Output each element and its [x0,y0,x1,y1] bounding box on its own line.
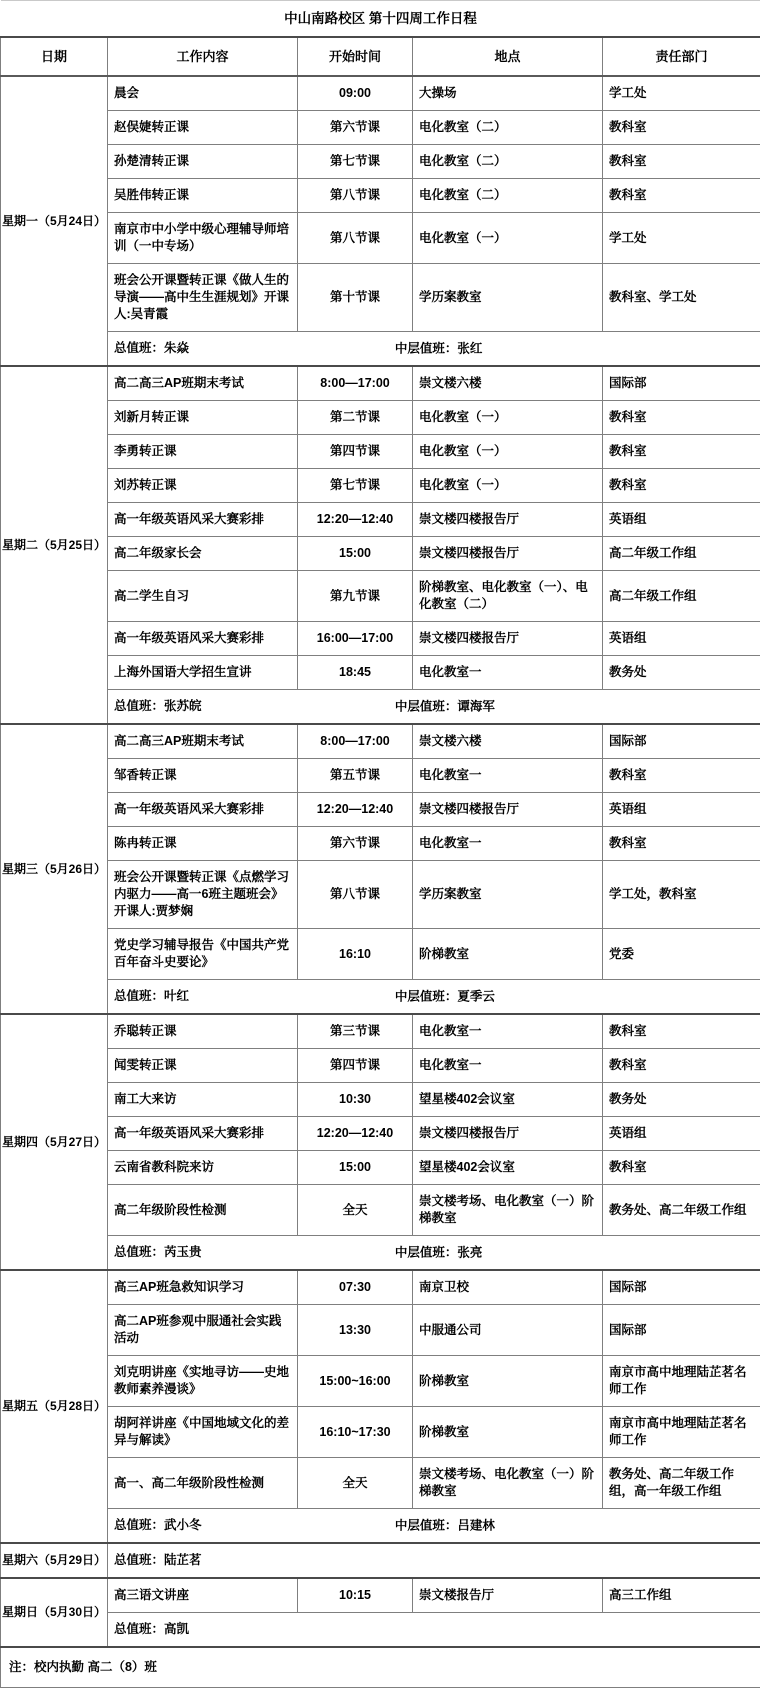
schedule-event-row [1,724,760,759]
duty-row [1,1613,760,1648]
date-cell: 星期二（5月25日） [1,366,108,724]
event-department-cell: 国际部 [603,366,760,401]
event-location-cell: 崇文楼四楼报告厅 [413,622,603,656]
event-content-cell: 南工大来访 [108,1083,298,1117]
event-location-cell: 阶梯教室、电化教室（一）、电化教室（二） [413,571,603,622]
duty-row [1,690,760,725]
event-time-cell: 第三节课 [298,1014,413,1049]
event-content-cell: 高一、高二年级阶段性检测 [108,1458,298,1509]
event-department-cell: 教科室 [603,401,760,435]
event-location-cell: 电化教室（二） [413,179,603,213]
event-department-cell: 教科室 [603,759,760,793]
event-location-cell: 阶梯教室 [413,1356,603,1407]
event-location-cell: 崇文楼四楼报告厅 [413,793,603,827]
event-time-cell: 10:15 [298,1578,413,1613]
schedule-event-row [1,793,760,827]
schedule-event-row [1,1083,760,1117]
event-time-cell: 第八节课 [298,861,413,929]
duty-middle-label: 中层值班：张亮 [395,1244,483,1261]
duty-row [1,332,760,367]
schedule-event-row [1,656,760,690]
event-content-cell: 吴胜伟转正课 [108,179,298,213]
event-department-cell: 教科室 [603,469,760,503]
col-header-content: 工作内容 [108,37,298,76]
schedule-event-row [1,827,760,861]
schedule-event-row [1,145,760,179]
event-content-cell: 刘苏转正课 [108,469,298,503]
event-location-cell: 阶梯教室 [413,1407,603,1458]
event-location-cell: 电化教室（一） [413,401,603,435]
duty-chief-label: 总值班：张苏皖 [114,699,202,713]
event-location-cell: 电化教室一 [413,1014,603,1049]
title-row [1,1,760,38]
event-time-cell: 第二节课 [298,401,413,435]
event-content-cell: 高一年级英语风采大赛彩排 [108,622,298,656]
event-location-cell: 电化教室（一） [413,213,603,264]
duty-cell [108,1509,760,1544]
event-time-cell: 全天 [298,1458,413,1509]
event-location-cell: 望星楼402会议室 [413,1083,603,1117]
event-location-cell: 阶梯教室 [413,929,603,980]
event-department-cell: 学工处，教科室 [603,861,760,929]
event-content-cell: 高二高三AP班期末考试 [108,366,298,401]
schedule-event-row [1,1407,760,1458]
event-time-cell: 第六节课 [298,111,413,145]
event-location-cell: 望星楼402会议室 [413,1151,603,1185]
duty-cell [108,1613,760,1648]
event-department-cell: 英语组 [603,503,760,537]
col-header-department: 责任部门 [603,37,760,76]
event-department-cell: 教务处、高二年级工作组，高一年级工作组 [603,1458,760,1509]
event-time-cell: 第八节课 [298,179,413,213]
event-time-cell: 全天 [298,1185,413,1236]
event-department-cell: 教科室 [603,1151,760,1185]
event-location-cell: 大操场 [413,76,603,111]
event-time-cell: 第九节课 [298,571,413,622]
event-location-cell: 崇文楼四楼报告厅 [413,537,603,571]
event-time-cell: 8:00—17:00 [298,724,413,759]
event-department-cell: 学工处 [603,76,760,111]
schedule-event-row [1,1270,760,1305]
event-time-cell: 18:45 [298,656,413,690]
event-content-cell: 高二高三AP班期末考试 [108,724,298,759]
event-content-cell: 高二AP班参观中服通社会实践活动 [108,1305,298,1356]
event-department-cell: 教科室 [603,111,760,145]
duty-middle-label: 中层值班：吕建林 [395,1517,495,1534]
event-content-cell: 高一年级英语风采大赛彩排 [108,1117,298,1151]
schedule-event-row [1,213,760,264]
duty-cell [108,1543,760,1578]
schedule-event-row [1,1151,760,1185]
duty-cell [108,690,760,725]
footer-row [1,1647,760,1688]
event-content-cell: 胡阿祥讲座《中国地域文化的差异与解读》 [108,1407,298,1458]
event-time-cell: 第十节课 [298,264,413,332]
event-department-cell: 教科室 [603,435,760,469]
event-department-cell: 教务处、高二年级工作组 [603,1185,760,1236]
event-content-cell: 高一年级英语风采大赛彩排 [108,503,298,537]
event-location-cell: 电化教室（二） [413,145,603,179]
schedule-event-row [1,264,760,332]
page-title: 中山南路校区 第十四周工作日程 [1,1,760,38]
date-cell: 星期五（5月28日） [1,1270,108,1543]
event-content-cell: 孙楚清转正课 [108,145,298,179]
schedule-event-row [1,401,760,435]
event-department-cell: 南京市高中地理陆芷茗名师工作 [603,1407,760,1458]
col-header-time: 开始时间 [298,37,413,76]
event-department-cell: 高二年级工作组 [603,571,760,622]
duty-row [1,1543,760,1578]
event-department-cell: 国际部 [603,724,760,759]
event-content-cell: 南京市中小学中级心理辅导师培训（一中专场） [108,213,298,264]
event-time-cell: 09:00 [298,76,413,111]
event-department-cell: 教科室、学工处 [603,264,760,332]
event-location-cell: 电化教室（一） [413,469,603,503]
event-department-cell: 英语组 [603,1117,760,1151]
schedule-event-row [1,1458,760,1509]
event-time-cell: 8:00—17:00 [298,366,413,401]
date-cell: 星期六（5月29日） [1,1543,108,1578]
schedule-event-row [1,537,760,571]
event-time-cell: 15:00 [298,1151,413,1185]
duty-chief-label: 总值班：芮玉贵 [114,1245,202,1259]
date-cell: 星期日（5月30日） [1,1578,108,1647]
schedule-body [1,76,760,1647]
schedule-event-row [1,1356,760,1407]
event-content-cell: 云南省教科院来访 [108,1151,298,1185]
event-location-cell: 电化教室一 [413,1049,603,1083]
event-time-cell: 12:20—12:40 [298,503,413,537]
schedule-event-row [1,76,760,111]
event-content-cell: 高二学生自习 [108,571,298,622]
event-content-cell: 刘新月转正课 [108,401,298,435]
duty-chief-label: 总值班：叶红 [114,989,189,1003]
event-department-cell: 教科室 [603,1049,760,1083]
event-content-cell: 高二年级家长会 [108,537,298,571]
event-content-cell: 班会公开课暨转正课《点燃学习内驱力——高一6班主题班会》开课人:贾梦娴 [108,861,298,929]
event-location-cell: 电化教室（二） [413,111,603,145]
col-header-location: 地点 [413,37,603,76]
event-department-cell: 教科室 [603,1014,760,1049]
event-time-cell: 07:30 [298,1270,413,1305]
event-time-cell: 第四节课 [298,1049,413,1083]
event-content-cell: 高一年级英语风采大赛彩排 [108,793,298,827]
event-location-cell: 崇文楼六楼 [413,724,603,759]
event-time-cell: 第六节课 [298,827,413,861]
event-time-cell: 16:10~17:30 [298,1407,413,1458]
duty-chief-label: 总值班：武小冬 [114,1518,202,1532]
schedule-event-row [1,571,760,622]
event-time-cell: 第八节课 [298,213,413,264]
event-content-cell: 刘克明讲座《实地寻访——史地教师素养漫谈》 [108,1356,298,1407]
event-location-cell: 南京卫校 [413,1270,603,1305]
event-content-cell: 李勇转正课 [108,435,298,469]
duty-cell [108,980,760,1015]
event-content-cell: 邹香转正课 [108,759,298,793]
schedule-event-row [1,929,760,980]
event-content-cell: 晨会 [108,76,298,111]
event-time-cell: 16:10 [298,929,413,980]
event-time-cell: 12:20—12:40 [298,1117,413,1151]
schedule-event-row [1,1305,760,1356]
event-content-cell: 闻雯转正课 [108,1049,298,1083]
col-header-date: 日期 [1,37,108,76]
event-content-cell: 高三语文讲座 [108,1578,298,1613]
event-location-cell: 崇文楼考场、电化教室（一）阶梯教室 [413,1458,603,1509]
event-time-cell: 15:00~16:00 [298,1356,413,1407]
event-time-cell: 第七节课 [298,469,413,503]
schedule-event-row [1,469,760,503]
event-department-cell: 英语组 [603,622,760,656]
duty-row [1,1509,760,1544]
event-location-cell: 电化教室一 [413,759,603,793]
schedule-event-row [1,1117,760,1151]
event-department-cell: 教科室 [603,827,760,861]
event-time-cell: 第五节课 [298,759,413,793]
duty-chief-label: 总值班：高凯 [114,1622,189,1636]
duty-cell [108,332,760,367]
event-department-cell: 教科室 [603,145,760,179]
event-location-cell: 学历案教室 [413,861,603,929]
event-department-cell: 高三工作组 [603,1578,760,1613]
event-location-cell: 崇文楼考场、电化教室（一）阶梯教室 [413,1185,603,1236]
event-department-cell: 教务处 [603,656,760,690]
event-location-cell: 电化教室一 [413,827,603,861]
event-department-cell: 教科室 [603,179,760,213]
duty-row [1,1236,760,1271]
schedule-event-row [1,861,760,929]
event-time-cell: 16:00—17:00 [298,622,413,656]
event-location-cell: 崇文楼六楼 [413,366,603,401]
event-department-cell: 高二年级工作组 [603,537,760,571]
event-content-cell: 乔聪转正课 [108,1014,298,1049]
schedule-event-row [1,759,760,793]
schedule-event-row [1,1578,760,1613]
event-time-cell: 10:30 [298,1083,413,1117]
schedule-event-row [1,435,760,469]
event-content-cell: 高三AP班急救知识学习 [108,1270,298,1305]
event-content-cell: 赵俣婕转正课 [108,111,298,145]
footer-note: 注：校内执勤 高二（8）班 [1,1647,760,1688]
duty-cell [108,1236,760,1271]
schedule-event-row [1,622,760,656]
duty-chief-label: 总值班：朱焱 [114,341,189,355]
duty-row [1,980,760,1015]
event-time-cell: 13:30 [298,1305,413,1356]
event-department-cell: 教务处 [603,1083,760,1117]
event-time-cell: 第七节课 [298,145,413,179]
event-location-cell: 电化教室（一） [413,435,603,469]
event-time-cell: 15:00 [298,537,413,571]
event-content-cell: 党史学习辅导报告《中国共产党百年奋斗史要论》 [108,929,298,980]
event-content-cell: 陈冉转正课 [108,827,298,861]
event-content-cell: 班会公开课暨转正课《做人生的导演——高中生生涯规划》开课人:吴青霞 [108,264,298,332]
event-time-cell: 第四节课 [298,435,413,469]
date-cell: 星期四（5月27日） [1,1014,108,1270]
duty-middle-label: 中层值班：谭海军 [395,698,495,715]
event-department-cell: 南京市高中地理陆芷茗名师工作 [603,1356,760,1407]
event-department-cell: 英语组 [603,793,760,827]
event-location-cell: 学历案教室 [413,264,603,332]
event-location-cell: 崇文楼报告厅 [413,1578,603,1613]
event-time-cell: 12:20—12:40 [298,793,413,827]
event-content-cell: 上海外国语大学招生宣讲 [108,656,298,690]
date-cell: 星期一（5月24日） [1,76,108,366]
event-department-cell: 国际部 [603,1270,760,1305]
schedule-event-row [1,111,760,145]
event-location-cell: 中服通公司 [413,1305,603,1356]
schedule-event-row [1,503,760,537]
duty-middle-label: 中层值班：夏季云 [395,988,495,1005]
schedule-event-row [1,1185,760,1236]
event-department-cell: 党委 [603,929,760,980]
column-header-row [1,37,760,76]
event-content-cell: 高二年级阶段性检测 [108,1185,298,1236]
schedule-event-row [1,366,760,401]
date-cell: 星期三（5月26日） [1,724,108,1014]
event-department-cell: 国际部 [603,1305,760,1356]
schedule-event-row [1,179,760,213]
event-location-cell: 电化教室一 [413,656,603,690]
schedule-event-row [1,1049,760,1083]
event-location-cell: 崇文楼四楼报告厅 [413,1117,603,1151]
event-location-cell: 崇文楼四楼报告厅 [413,503,603,537]
duty-chief-label: 总值班：陆芷茗 [114,1553,202,1567]
schedule-event-row [1,1014,760,1049]
duty-middle-label: 中层值班：张红 [395,340,483,357]
event-department-cell: 学工处 [603,213,760,264]
